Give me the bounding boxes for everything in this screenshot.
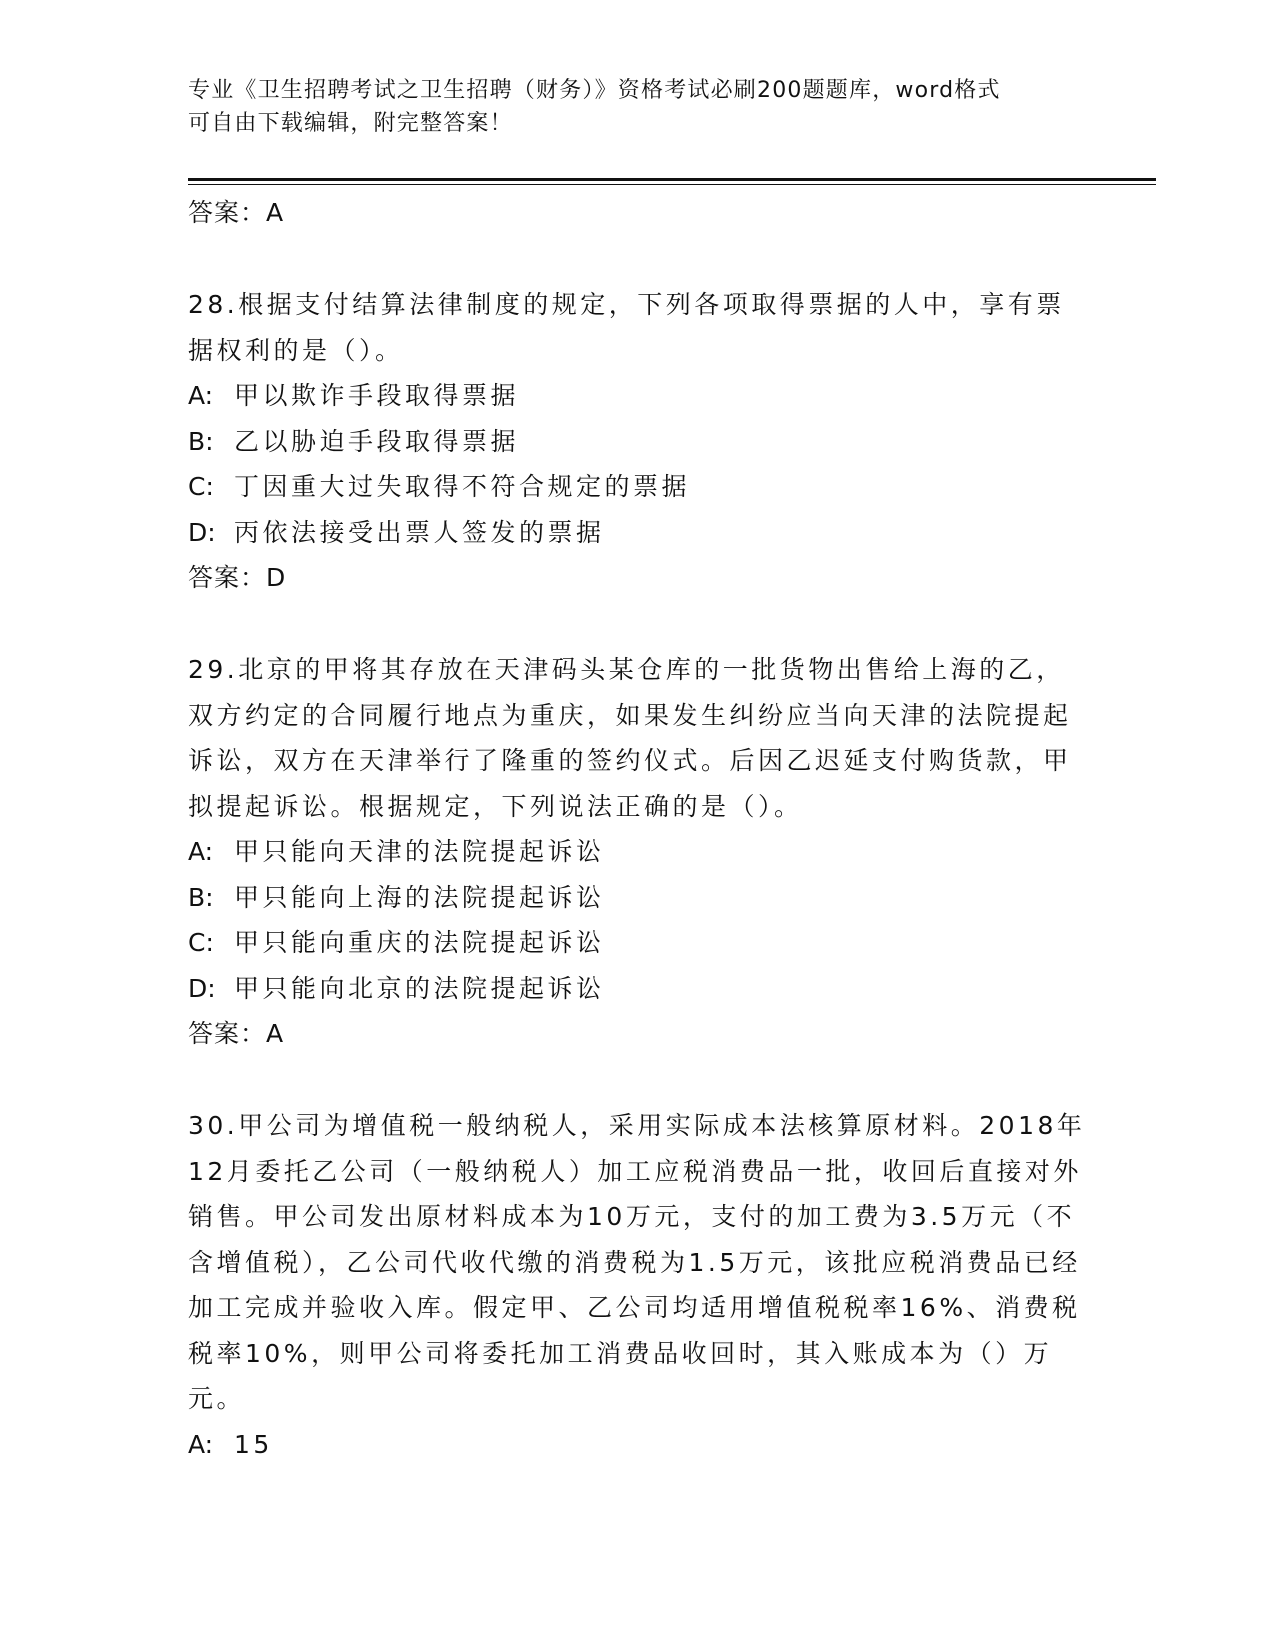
- option-letter: A:: [188, 1429, 214, 1459]
- option-letter: D:: [188, 517, 216, 547]
- option-d: [188, 510, 1088, 556]
- option-letter: A:: [188, 381, 214, 410]
- option-letter: C:: [188, 928, 214, 957]
- header-divider-thin: [188, 184, 1156, 185]
- option-a: [188, 1422, 1088, 1468]
- option-text: 甲只能向重庆的法院提起诉讼: [234, 928, 605, 957]
- option-text: 甲以欺诈手段取得票据: [234, 381, 520, 410]
- question-stem: 29.北京的甲将其存放在天津码头某仓库的一批货物出售给上海的乙，双方约定的合同履行地点为重庆，如果发生纠纷应当向天津的法院提起诉讼，双方在天津举行了隆重的签约仪式。后因乙迟延支付购货款，甲拟提起诉讼。根据规定，下列说法正确的是（）。: [188, 655, 1072, 821]
- option-text: 甲只能向北京的法院提起诉讼: [234, 973, 605, 1003]
- question-30: [188, 1103, 1088, 1467]
- question-28: [188, 282, 1088, 601]
- option-c: [188, 920, 1088, 966]
- answer-line: 答案：A: [188, 1019, 285, 1048]
- question-29: [188, 647, 1088, 1057]
- option-letter: B:: [188, 426, 214, 456]
- question-stem: 30.甲公司为增值税一般纳税人，采用实际成本法核算原材料。2018年12月委托乙公司（一般纳税人）加工应税消费品一批，收回后直接对外销售。甲公司发出原材料成本为10万元，支付的加工费为3.5万元（不含增值税），乙公司代收代缴的消费税为1.5万元，该批应税消费品已经加工完成并验收入库。假定甲、乙公司均适用增值税税率16%、消费税税率10%，则甲公司将委托加工消费品收回时，其入账成本为（）万元。: [188, 1111, 1086, 1413]
- option-text: 15: [234, 1429, 273, 1459]
- option-a: [188, 373, 1088, 419]
- question-list: [188, 190, 1088, 1467]
- option-text: 甲只能向上海的法院提起诉讼: [234, 882, 605, 912]
- option-b: [188, 419, 1088, 465]
- previous-answer: 答案：A: [188, 198, 285, 227]
- page-header: [188, 74, 1088, 140]
- option-text: 甲只能向天津的法院提起诉讼: [234, 837, 605, 866]
- option-letter: D:: [188, 973, 216, 1003]
- option-letter: C:: [188, 472, 214, 501]
- option-d: [188, 966, 1088, 1012]
- question-stem: 28.根据支付结算法律制度的规定，下列各项取得票据的人中，享有票据权利的是（）。: [188, 290, 1065, 365]
- answer-line: 答案：D: [188, 563, 287, 592]
- option-text: 乙以胁迫手段取得票据: [234, 426, 520, 456]
- option-text: 丙依法接受出票人签发的票据: [234, 517, 605, 547]
- option-a: [188, 829, 1088, 875]
- option-b: [188, 875, 1088, 921]
- option-text: 丁因重大过失取得不符合规定的票据: [234, 472, 691, 501]
- option-letter: B:: [188, 882, 214, 912]
- header-divider-thick: [188, 178, 1156, 181]
- option-c: [188, 464, 1088, 510]
- header-line-1: 专业《卫生招聘考试之卫生招聘（财务）》资格考试必刷200题题库，word格式: [188, 78, 1001, 103]
- option-letter: A:: [188, 837, 214, 866]
- header-line-2: 可自由下载编辑，附完整答案！: [188, 111, 513, 136]
